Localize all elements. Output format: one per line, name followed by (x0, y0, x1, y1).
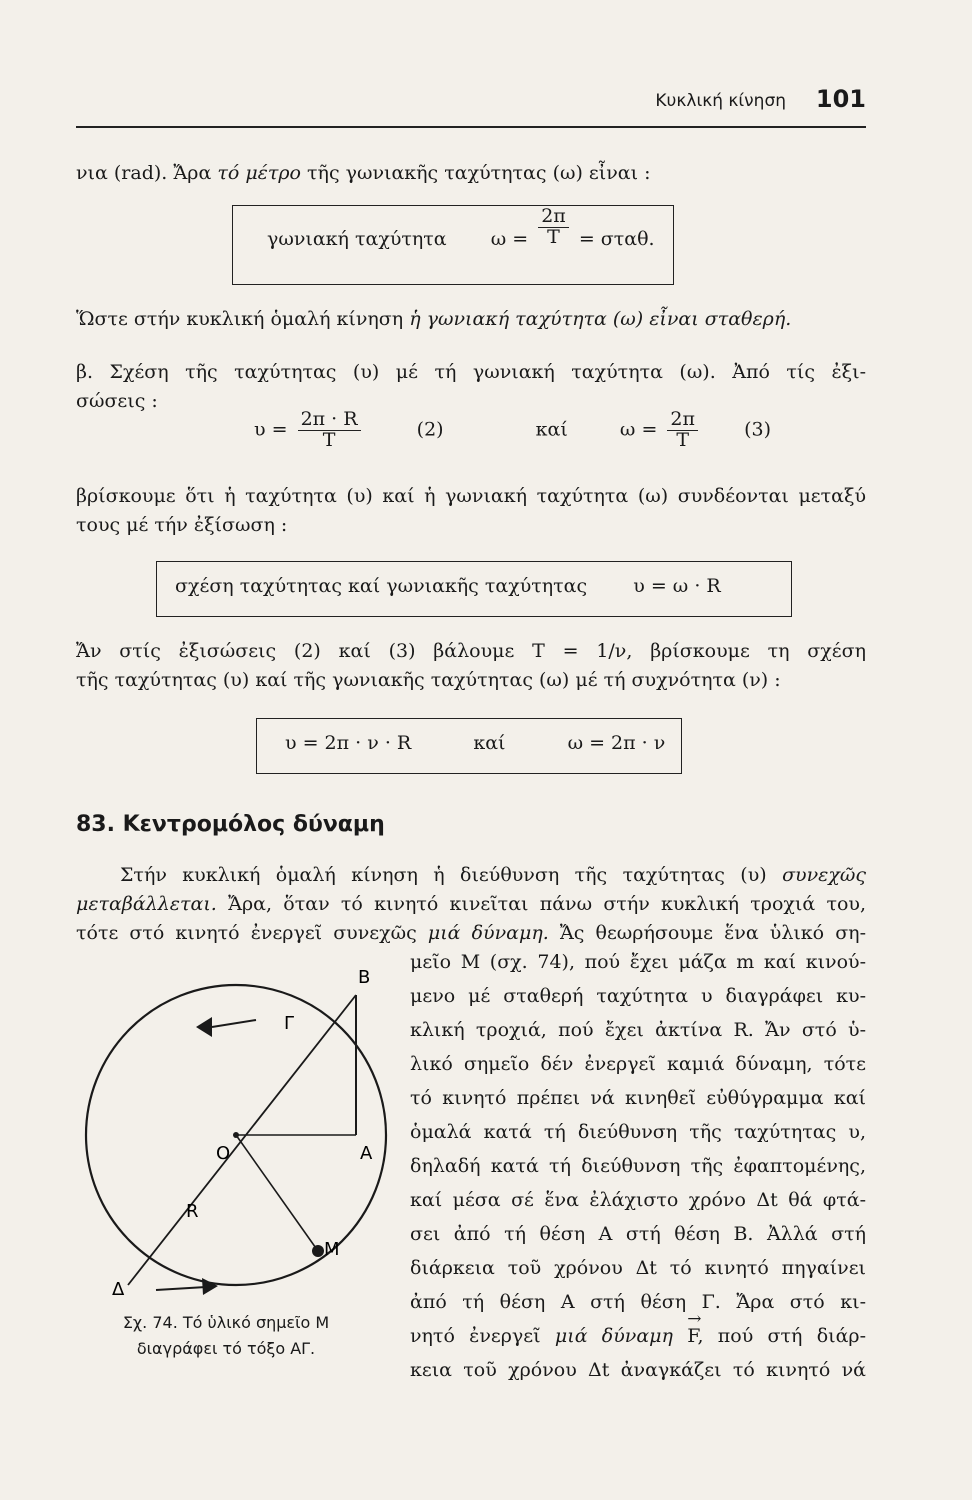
text-run: Στήν κυκλική ὁμαλή κίνηση ἡ διεύθυνση τῆς ταχύτητας (υ) (120, 864, 767, 886)
box-equation: ω = 2π · ν (567, 732, 666, 754)
force-vector-symbol: → F, (687, 1323, 703, 1349)
box-label: γωνιακή ταχύτητα (267, 228, 447, 250)
label-Delta: Δ (112, 1279, 125, 1300)
text-line-6: τους μέ τήν ἐξίσωση : (76, 514, 288, 536)
text-line-3: β. Σχέση τῆς ταχύτητας (υ) μέ τή γωνιακή ταχύτητα (ω). Ἀπό τίς ἐξι- (76, 361, 866, 383)
chapter-title: Κυκλική κίνηση (655, 91, 786, 111)
text-run: νια (rad). Ἄρα (76, 162, 212, 184)
figure-74 (66, 965, 416, 1305)
arc-arrow-icon (196, 1017, 212, 1037)
right-line-7: δηλαδή κατά τή διεύθυνση τῆς ἐφαπτομένης, (410, 1155, 866, 1177)
eq3-fraction (667, 410, 698, 451)
velocity-relation-box (156, 561, 792, 617)
text-run: πού στή διάρ- (717, 1325, 867, 1347)
page-header (76, 85, 866, 119)
box-equation: υ = 2π · ν · R (285, 732, 412, 754)
eq3-tag: (3) (744, 418, 772, 441)
text-run: τότε στό κινητό ἐνεργεῖ συνεχῶς (76, 922, 417, 944)
fraction-denominator: T (322, 428, 336, 451)
right-line-2: μενο μέ σταθερή ταχύτητα υ διαγράφει κυ- (410, 985, 866, 1007)
chord-line (128, 995, 356, 1285)
fraction-denominator: T (676, 428, 690, 451)
right-line-13: κεια τοῦ χρόνου Δt ἀναγκάζει τό κινητό νά (410, 1359, 866, 1381)
label-M: M (324, 1239, 340, 1260)
text-line-2 (76, 306, 791, 332)
right-line-5: τό κινητό πρέπει νά κινηθεῖ εὐθύγραμμα καί (410, 1087, 866, 1109)
fraction-numerator: 2π (538, 207, 569, 228)
italic-run: μιά δύναμη. (427, 922, 549, 944)
fraction (538, 204, 569, 248)
label-O: O (216, 1143, 231, 1164)
right-line-9: σει ἀπό τή θέση A στή θέση B. Ἀλλά στή (410, 1223, 866, 1245)
text-line-7: Ἄν στίς ἐξισώσεις (2) καί (3) βάλουμε T = 1/ν, βρίσκουμε τη σχέση (76, 640, 866, 662)
right-line-12 (410, 1323, 866, 1349)
italic-run: ἡ γωνιακή ταχύτητα (ω) εἶναι σταθερή. (409, 308, 792, 330)
right-line-11: ἀπό τή θέση A στή θέση Γ. Ἄρα στό κι- (410, 1291, 866, 1313)
italic-run: συνεχῶς (782, 864, 866, 886)
italic-run: τό μέτρο (217, 162, 301, 184)
box-equation: υ = ω · R (633, 575, 721, 597)
eq2-tag: (2) (416, 418, 444, 441)
eq-lhs: ω = (490, 228, 529, 250)
italic-run: μεταβάλλεται. (76, 893, 217, 915)
text-run: τῆς γωνιακῆς ταχύτητας (ω) εἶναι : (307, 162, 651, 184)
text-run: νητό ἐνεργεῖ (410, 1325, 541, 1347)
eq-and: καί (535, 418, 568, 441)
text-line-5: βρίσκουμε ὅτι ἡ ταχύτητα (υ) καί ἡ γωνιακή ταχύτητα (ω) συνδέονται μεταξύ (76, 485, 866, 507)
equations-2-3 (254, 410, 771, 470)
fraction-numerator: 2π · R (298, 410, 361, 431)
right-line-1: μεῖο M (σχ. 74), πού ἔχει μάζα m καί κινού- (410, 951, 866, 973)
caption-line-1: Σχ. 74. Τό ὑλικό σημεῖο M (122, 1313, 330, 1332)
point-M (312, 1245, 324, 1257)
fraction-numerator: 2π (667, 410, 698, 431)
right-line-3: κλική τροχιά, πού ἔχει ἀκτίνα R. Ἄν στό ὑ- (410, 1019, 866, 1041)
text-line-p2 (76, 891, 866, 917)
text-run: Ἄς θεωρήσουμε ἕνα ὑλικό ση- (559, 922, 866, 944)
radius-OM (236, 1135, 318, 1251)
text-run: Ἄρα, ὅταν τό κινητό κινεῖται πάνω στήν κυκλική τροχιά του, (228, 893, 866, 915)
frequency-relation-box (256, 718, 682, 774)
text-line-p1 (120, 862, 866, 888)
section-heading: 83. Κεντρομόλος δύναμη (76, 812, 385, 837)
circular-motion-diagram (66, 965, 416, 1305)
right-line-10: διάρκεια τοῦ χρόνου Δt τό κινητό πηγαίνει (410, 1257, 866, 1279)
text-line-8: τῆς ταχύτητας (υ) καί τῆς γωνιακῆς ταχύτητας (ω) μέ τή συχνότητα (ν) : (76, 669, 781, 691)
box-label: σχέση ταχύτητας καί γωνιακῆς ταχύτητας (175, 575, 588, 597)
caption-line-2: διαγράφει τό τόξο ΑΓ. (136, 1339, 316, 1358)
text-line-4: σώσεις : (76, 390, 158, 412)
text-line-1 (76, 160, 651, 186)
figure-caption (76, 1310, 376, 1362)
bottom-arrow-shaft (156, 1287, 206, 1290)
eq-rhs: = σταθ. (578, 228, 655, 250)
header-rule (76, 126, 866, 128)
eq2-lhs: υ = (254, 418, 288, 441)
fraction-denominator: T (547, 225, 560, 248)
center-point (233, 1132, 239, 1138)
eq-and: καί (473, 732, 506, 754)
label-B: B (358, 967, 371, 988)
right-line-6: ὁμαλά κατά τή διεύθυνση τῆς ταχύτητας υ, (410, 1121, 866, 1143)
label-G: Γ (284, 1013, 295, 1034)
label-A: A (360, 1143, 373, 1164)
text-run: Ὥστε στήν κυκλική ὁμαλή κίνηση (76, 308, 404, 330)
label-R: R (186, 1201, 199, 1222)
bottom-arrow-icon (202, 1278, 218, 1295)
text-line-p3 (76, 920, 866, 946)
right-line-8: καί μέσα σέ ἕνα ἐλάχιστο χρόνο Δt θά φτά- (410, 1189, 866, 1211)
arc-arrow-shaft (212, 1020, 256, 1027)
italic-run: μιά δύναμη (554, 1325, 673, 1347)
eq2-fraction (298, 410, 361, 451)
eq3-lhs: ω = (619, 418, 658, 441)
page-number: 101 (815, 85, 866, 113)
angular-velocity-box (232, 205, 674, 285)
right-line-4: λικό σημεῖο δέν ἐνεργεῖ καμιά δύναμη, τότε (410, 1053, 866, 1075)
